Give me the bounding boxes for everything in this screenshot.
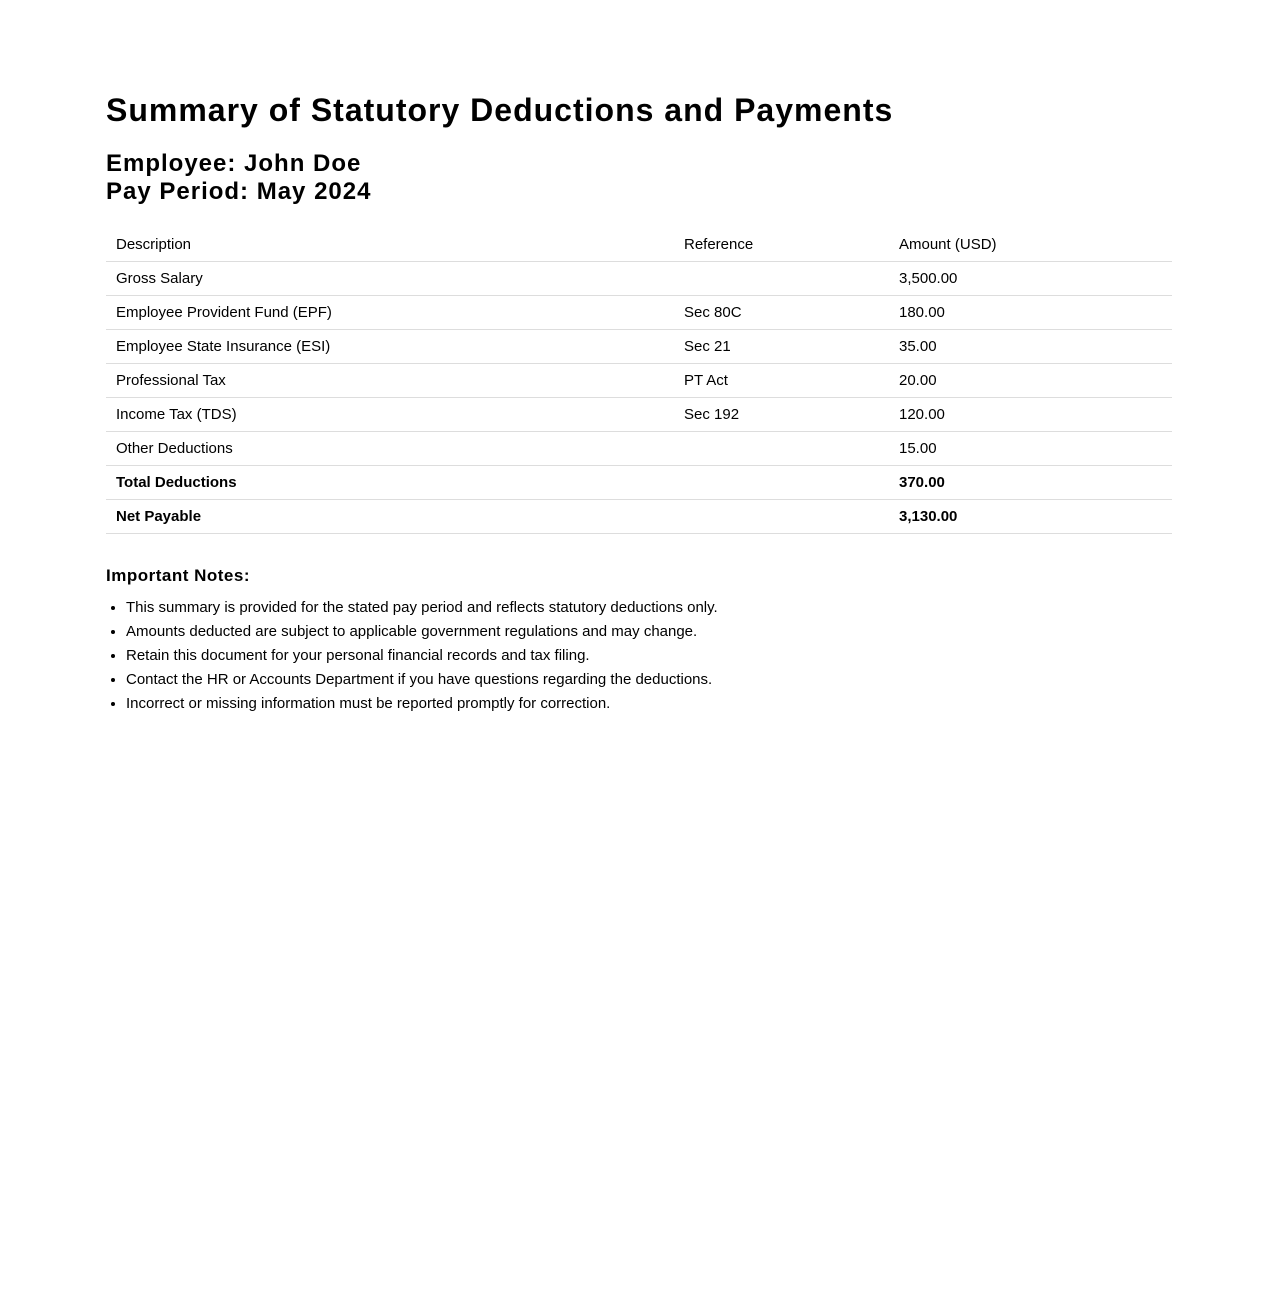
cell-description: Employee Provident Fund (EPF) bbox=[106, 296, 674, 330]
cell-amount: 20.00 bbox=[889, 364, 1172, 398]
cell-amount: 180.00 bbox=[889, 296, 1172, 330]
cell-description: Net Payable bbox=[106, 500, 674, 534]
table-row bbox=[106, 432, 1172, 466]
column-header-amount: Amount (USD) bbox=[889, 228, 1172, 262]
column-header-description: Description bbox=[106, 228, 674, 262]
cell-reference: Sec 21 bbox=[674, 330, 889, 364]
cell-description: Professional Tax bbox=[106, 364, 674, 398]
cell-description: Other Deductions bbox=[106, 432, 674, 466]
cell-description: Total Deductions bbox=[106, 466, 674, 500]
cell-amount: 15.00 bbox=[889, 432, 1172, 466]
cell-reference bbox=[674, 432, 889, 466]
cell-description: Employee State Insurance (ESI) bbox=[106, 330, 674, 364]
table-row bbox=[106, 262, 1172, 296]
employee-name: Employee: John Doe bbox=[106, 150, 362, 177]
cell-description: Gross Salary bbox=[106, 262, 674, 296]
table-row bbox=[106, 330, 1172, 364]
notes-heading: Important Notes: bbox=[106, 566, 250, 585]
table-header-row bbox=[106, 228, 1172, 262]
cell-reference: PT Act bbox=[674, 364, 889, 398]
cell-amount: 35.00 bbox=[889, 330, 1172, 364]
page-title: Summary of Statutory Deductions and Payments bbox=[106, 92, 894, 128]
table-row bbox=[106, 466, 1172, 500]
table-row bbox=[106, 398, 1172, 432]
note-item: • Contact the HR or Accounts Department if you have questions regarding the deductions. bbox=[126, 668, 1172, 692]
pay-period: Pay Period: May 2024 bbox=[106, 178, 372, 205]
cell-amount: 3,130.00 bbox=[889, 500, 1172, 534]
cell-amount: 370.00 bbox=[889, 466, 1172, 500]
cell-reference: Sec 192 bbox=[674, 398, 889, 432]
cell-amount: 120.00 bbox=[889, 398, 1172, 432]
important-notes bbox=[106, 564, 1172, 716]
table-row bbox=[106, 500, 1172, 534]
cell-reference bbox=[674, 466, 889, 500]
cell-reference: Sec 80C bbox=[674, 296, 889, 330]
note-item: • This summary is provided for the stated pay period and reflects statutory deductions only. bbox=[126, 596, 1172, 620]
note-item: • Amounts deducted are subject to applicable government regulations and may change. bbox=[126, 620, 1172, 644]
table-body bbox=[106, 262, 1172, 534]
table-row bbox=[106, 364, 1172, 398]
note-item: • Incorrect or missing information must be reported promptly for correction. bbox=[126, 692, 1172, 716]
cell-reference bbox=[674, 500, 889, 534]
deductions-table bbox=[106, 228, 1172, 534]
column-header-reference: Reference bbox=[674, 228, 889, 262]
cell-amount: 3,500.00 bbox=[889, 262, 1172, 296]
notes-list bbox=[106, 596, 1172, 716]
cell-description: Income Tax (TDS) bbox=[106, 398, 674, 432]
table-row bbox=[106, 296, 1172, 330]
employee-info bbox=[106, 150, 1172, 206]
cell-reference bbox=[674, 262, 889, 296]
note-item: • Retain this document for your personal financial records and tax filing. bbox=[126, 644, 1172, 668]
